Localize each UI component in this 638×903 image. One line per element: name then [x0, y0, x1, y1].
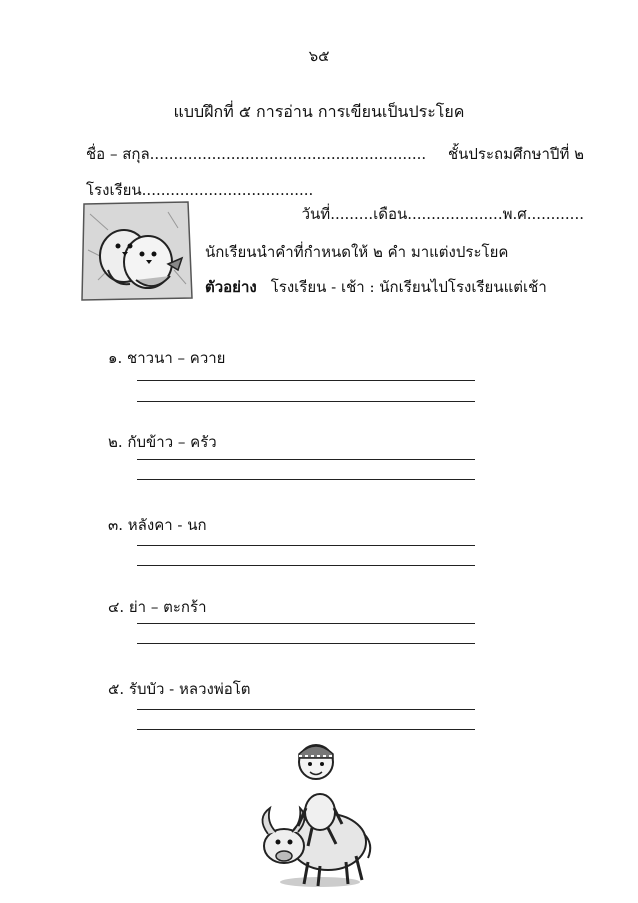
date-field[interactable]: วันที่.........เดือน....................พ.ศ............	[301, 205, 584, 223]
item-3-label: ๓. หลังคา - นก	[108, 516, 207, 534]
birds-illustration	[78, 200, 196, 304]
answer-line[interactable]	[137, 380, 475, 381]
item-2-label: ๒. กับข้าว – ครัว	[108, 433, 217, 451]
answer-line[interactable]	[137, 709, 475, 710]
name-field[interactable]: ชื่อ – สกุล..........................................................	[86, 145, 427, 163]
answer-line[interactable]	[137, 643, 475, 644]
example-text: โรงเรียน - เช้า : นักเรียนไปโรงเรียนแต่เช้า	[270, 278, 547, 296]
grade-label: ชั้นประถมศึกษาปีที่ ๒	[447, 145, 584, 163]
example-label: ตัวอย่าง	[205, 278, 257, 296]
item-1-label: ๑. ชาวนา – ควาย	[108, 349, 226, 367]
answer-line[interactable]	[137, 623, 475, 624]
answer-line[interactable]	[137, 401, 475, 402]
answer-line[interactable]	[137, 729, 475, 730]
school-field[interactable]: โรงเรียน....................................	[86, 181, 314, 199]
answer-line[interactable]	[137, 459, 475, 460]
item-5-label: ๕. รับบัว - หลวงพ่อโต	[108, 680, 251, 698]
answer-line[interactable]	[137, 565, 475, 566]
item-4-label: ๔. ย่า – ตะกร้า	[108, 598, 207, 616]
info-row-1	[86, 142, 584, 166]
instruction-text: นักเรียนนำคำที่กำหนดให้ ๒ คำ มาแต่งประโยค	[205, 243, 509, 261]
page-number: ๖๕	[308, 47, 330, 65]
answer-line[interactable]	[137, 545, 475, 546]
example-row	[205, 275, 547, 299]
answer-line[interactable]	[137, 479, 475, 480]
boy-on-buffalo-illustration	[258, 734, 378, 896]
worksheet-title: แบบฝึกที่ ๕ การอ่าน การเขียนเป็นประโยค	[173, 102, 465, 121]
